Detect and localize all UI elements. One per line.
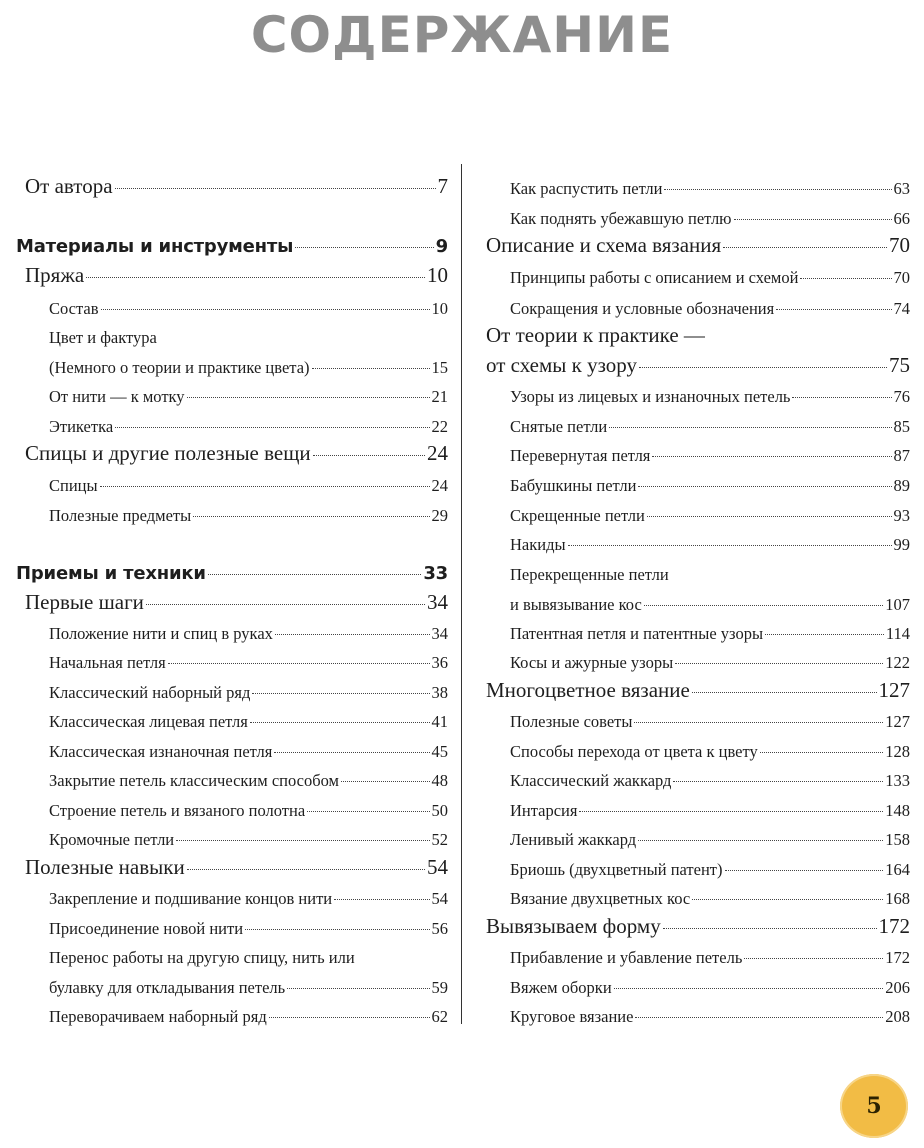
dot-leader: [86, 277, 425, 278]
dot-leader: [792, 397, 891, 398]
toc-entry: [25, 854, 448, 880]
toc-entry: [49, 947, 448, 968]
toc-entry-page: 54: [427, 855, 448, 879]
toc-entry-page: 7: [437, 174, 448, 198]
toc-entry-page: 24: [431, 476, 448, 495]
page-title: СОДЕРЖАНИЕ: [250, 6, 674, 64]
toc-entry-page: 158: [885, 830, 910, 849]
toc-entry: [49, 623, 448, 644]
toc-entry-page: 36: [431, 653, 448, 672]
toc-entry-page: 9: [435, 236, 448, 257]
toc-entry-title: Бриошь (двухцветный патент): [510, 860, 723, 879]
toc-entry: [510, 623, 910, 644]
toc-entry-page: 206: [885, 978, 910, 997]
toc-entry-title: Классический наборный ряд: [49, 683, 251, 702]
toc-entry: [25, 262, 448, 288]
toc-entry: [510, 829, 910, 850]
toc-entry: [486, 232, 910, 258]
toc-entry-title: Как распустить петли: [510, 179, 663, 198]
toc-entry-title: Снятые петли: [510, 417, 608, 436]
dot-leader: [734, 219, 892, 220]
toc-entry: [510, 711, 910, 732]
toc-entry-page: 133: [885, 771, 910, 790]
dot-leader: [307, 811, 429, 812]
toc-entry: [49, 652, 448, 673]
toc-entry-title: Полезные навыки: [25, 855, 185, 879]
toc-entry: [49, 918, 448, 939]
toc-entry-page: 15: [431, 358, 448, 377]
toc-entry-page: 38: [431, 683, 448, 702]
toc-entry-title: Закрытие петель классическим способом: [49, 771, 339, 790]
toc-entry-title: Переворачиваем наборный ряд: [49, 1007, 267, 1026]
toc-entry-title: Патентная петля и патентные узоры: [510, 624, 764, 643]
toc-entry-page: 172: [885, 948, 910, 967]
toc-entry-title: Описание и схема вязания: [486, 233, 722, 257]
toc-entry-title: Спицы и другие полезные вещи: [25, 441, 311, 465]
toc-entry-title: Присоединение новой нити: [49, 919, 244, 938]
toc-entry: [25, 589, 448, 615]
dot-leader: [609, 427, 891, 428]
dot-leader: [675, 663, 883, 664]
toc-entry-title: Принципы работы с описанием и схемой: [510, 268, 799, 287]
toc-entry: [510, 1006, 910, 1027]
toc-entry-title: Пряжа: [25, 263, 85, 287]
toc-entry-page: 21: [431, 387, 448, 406]
toc-entry-title: Состав: [49, 299, 99, 318]
dot-leader: [673, 781, 883, 782]
toc-entry-title: Вывязываем форму: [486, 914, 661, 938]
toc-entry: [49, 475, 448, 496]
toc-entry-page: 168: [885, 889, 910, 908]
toc-entry-page: 127: [878, 678, 910, 702]
toc-entry: [510, 741, 910, 762]
dot-leader: [269, 1017, 430, 1018]
toc-entry-title: Материалы и инструменты: [16, 236, 294, 257]
toc-entry-title: Приемы и техники: [16, 563, 206, 584]
toc-entry: [49, 298, 448, 319]
dot-leader: [312, 368, 430, 369]
dot-leader: [614, 988, 884, 989]
toc-entry-page: 75: [889, 353, 910, 377]
toc-entry-page: 128: [885, 742, 910, 761]
toc-entry-title: Многоцветное вязание: [486, 678, 690, 702]
dot-leader: [295, 247, 433, 248]
toc-entry-page: 107: [885, 595, 910, 614]
dot-leader: [115, 427, 429, 428]
toc-entry-title: Сокращения и условные обозначения: [510, 299, 775, 318]
toc-entry: [486, 352, 910, 378]
toc-entry-title: и вывязывание кос: [510, 595, 642, 614]
toc-entry-title: Накиды: [510, 535, 566, 554]
toc-entry-title: Перенос работы на другую спицу, нить или: [49, 948, 355, 967]
dot-leader: [776, 309, 891, 310]
toc-entry-title: булавку для откладывания петель: [49, 978, 286, 997]
toc-entry-page: 48: [431, 771, 448, 790]
toc-entry: [510, 445, 910, 466]
toc-entry-page: 10: [431, 299, 448, 318]
toc-entry: [49, 770, 448, 791]
dot-leader: [208, 574, 422, 575]
dot-leader: [652, 456, 891, 457]
dot-leader: [341, 781, 430, 782]
dot-leader: [692, 692, 877, 693]
toc-entry-page: 74: [893, 299, 910, 318]
dot-leader: [193, 516, 429, 517]
toc-entry: [49, 977, 448, 998]
dot-leader: [638, 486, 891, 487]
toc-entry-page: 29: [431, 506, 448, 525]
toc-entry-page: 24: [427, 441, 448, 465]
dot-leader: [334, 899, 429, 900]
dot-leader: [664, 189, 891, 190]
dot-leader: [579, 811, 883, 812]
toc-entry-page: 33: [423, 563, 448, 584]
toc-entry-title: Скрещенные петли: [510, 506, 645, 525]
toc-entry: [486, 677, 910, 703]
toc-entry-page: 63: [893, 179, 910, 198]
toc-entry-title: Начальная петля: [49, 653, 166, 672]
toc-entry: [510, 652, 910, 673]
toc-entry: [510, 208, 910, 229]
dot-leader: [187, 869, 425, 870]
dot-leader: [115, 188, 436, 189]
toc-entry-title: Классический жаккард: [510, 771, 672, 790]
toc-entry-title: Закрепление и подшивание концов нити: [49, 889, 333, 908]
toc-entry: [510, 594, 910, 615]
dot-leader: [634, 722, 883, 723]
toc-entry: [510, 475, 910, 496]
toc-entry-title: От теории к практике —: [486, 323, 705, 347]
dot-leader: [765, 634, 884, 635]
toc-entry: [510, 534, 910, 555]
toc-entry-page: 45: [431, 742, 448, 761]
dot-leader: [635, 1017, 883, 1018]
toc-entry: [49, 1006, 448, 1027]
toc-entry: [25, 440, 448, 466]
toc-entry-title: Как поднять убежавшую петлю: [510, 209, 732, 228]
toc-entry-title: Вяжем оборки: [510, 978, 612, 997]
toc-entry-title: От нити — к мотку: [49, 387, 185, 406]
toc-entry: [49, 416, 448, 437]
toc-entry-page: 70: [893, 268, 910, 287]
toc-entry-title: Узоры из лицевых и изнаночных петель: [510, 387, 791, 406]
toc-entry-title: Полезные советы: [510, 712, 633, 731]
toc-entry-page: 114: [885, 624, 910, 643]
toc-entry: [510, 267, 910, 288]
toc-entry-page: 127: [885, 712, 910, 731]
dot-leader: [313, 455, 425, 456]
dot-leader: [760, 752, 884, 753]
toc-entry: [49, 711, 448, 732]
toc-entry-title: Строение петель и вязаного полотна: [49, 801, 306, 820]
dot-leader: [639, 367, 887, 368]
toc-entry: [510, 505, 910, 526]
toc-entry-page: 70: [889, 233, 910, 257]
dot-leader: [744, 958, 883, 959]
toc-entry: [49, 505, 448, 526]
dot-leader: [723, 247, 887, 248]
toc-entry-page: 87: [893, 446, 910, 465]
toc-entry: [16, 562, 448, 585]
column-divider: [461, 164, 462, 1024]
toc-entry-page: 76: [893, 387, 910, 406]
toc-entry: [510, 770, 910, 791]
toc-entry: [510, 977, 910, 998]
toc-entry-title: от схемы к узору: [486, 353, 637, 377]
toc-entry: [49, 357, 448, 378]
dot-leader: [252, 693, 429, 694]
toc-entry-title: Вязание двухцветных кос: [510, 889, 691, 908]
toc-entry-title: Классическая лицевая петля: [49, 712, 248, 731]
toc-entry: [510, 298, 910, 319]
dot-leader: [725, 870, 884, 871]
dot-leader: [250, 722, 430, 723]
toc-entry-title: Ленивый жаккард: [510, 830, 637, 849]
toc-entry: [25, 173, 448, 199]
toc-entry: [49, 800, 448, 821]
toc-entry-page: 56: [431, 919, 448, 938]
toc-entry-title: Перевернутая петля: [510, 446, 651, 465]
toc-entry: [49, 741, 448, 762]
dot-leader: [187, 397, 430, 398]
toc-entry: [486, 322, 910, 348]
toc-entry: [49, 682, 448, 703]
toc-entry-page: 148: [885, 801, 910, 820]
toc-entry-page: 62: [431, 1007, 448, 1026]
toc-entry-title: Положение нити и спиц в руках: [49, 624, 273, 643]
toc-entry-title: Полезные предметы: [49, 506, 192, 525]
page-number-badge: 5: [840, 1074, 908, 1138]
toc-entry: [49, 386, 448, 407]
toc-entry-title: Косы и ажурные узоры: [510, 653, 674, 672]
toc-entry: [510, 888, 910, 909]
toc-entry-title: Прибавление и убавление петель: [510, 948, 743, 967]
dot-leader: [638, 840, 883, 841]
dot-leader: [287, 988, 429, 989]
dot-leader: [146, 604, 425, 605]
toc-entry-page: 89: [893, 476, 910, 495]
toc-entry-page: 34: [431, 624, 448, 643]
toc-entry-page: 66: [893, 209, 910, 228]
toc-entry-title: От автора: [25, 174, 113, 198]
toc-entry-page: 122: [885, 653, 910, 672]
dot-leader: [275, 634, 430, 635]
dot-leader: [663, 928, 877, 929]
toc-entry-title: Интарсия: [510, 801, 578, 820]
toc-entry: [510, 859, 910, 880]
toc-entry: [510, 800, 910, 821]
dot-leader: [568, 545, 892, 546]
toc-entry-page: 85: [893, 417, 910, 436]
toc-entry: [16, 235, 448, 258]
toc-entry-title: Бабушкины петли: [510, 476, 637, 495]
dot-leader: [168, 663, 430, 664]
toc-entry-page: 164: [885, 860, 910, 879]
toc-entry-page: 99: [893, 535, 910, 554]
toc-entry-page: 172: [878, 914, 910, 938]
dot-leader: [245, 929, 429, 930]
toc-entry-title: Способы перехода от цвета к цвету: [510, 742, 758, 761]
toc-entry-page: 54: [431, 889, 448, 908]
toc-entry-title: Первые шаги: [25, 590, 144, 614]
toc-entry-page: 52: [431, 830, 448, 849]
toc-entry: [49, 327, 448, 348]
toc-entry: [510, 947, 910, 968]
toc-entry: [49, 888, 448, 909]
dot-leader: [692, 899, 883, 900]
dot-leader: [101, 309, 430, 310]
dot-leader: [176, 840, 429, 841]
toc-entry: [510, 178, 910, 199]
toc-entry-page: 59: [431, 978, 448, 997]
toc-entry: [510, 564, 910, 585]
toc-entry-page: 50: [431, 801, 448, 820]
toc-entry: [486, 913, 910, 939]
toc-entry-page: 208: [885, 1007, 910, 1026]
dot-leader: [647, 516, 892, 517]
toc-entry: [510, 416, 910, 437]
dot-leader: [274, 752, 429, 753]
toc-entry-title: (Немного о теории и практике цвета): [49, 358, 310, 377]
toc-entry-page: 34: [427, 590, 448, 614]
toc-entry-page: 10: [427, 263, 448, 287]
toc-entry: [49, 829, 448, 850]
dot-leader: [800, 278, 891, 279]
toc-entry-title: Перекрещенные петли: [510, 565, 669, 584]
toc-entry-title: Цвет и фактура: [49, 328, 157, 347]
toc-entry-page: 93: [893, 506, 910, 525]
toc-entry-title: Этикетка: [49, 417, 114, 436]
toc-entry-title: Классическая изнаночная петля: [49, 742, 273, 761]
toc-entry-title: Кромочные петли: [49, 830, 175, 849]
dot-leader: [644, 605, 883, 606]
toc-entry: [510, 386, 910, 407]
toc-entry-page: 41: [431, 712, 448, 731]
toc-entry-title: Спицы: [49, 476, 98, 495]
dot-leader: [100, 486, 430, 487]
toc-entry-page: 22: [431, 417, 448, 436]
toc-entry-title: Круговое вязание: [510, 1007, 634, 1026]
